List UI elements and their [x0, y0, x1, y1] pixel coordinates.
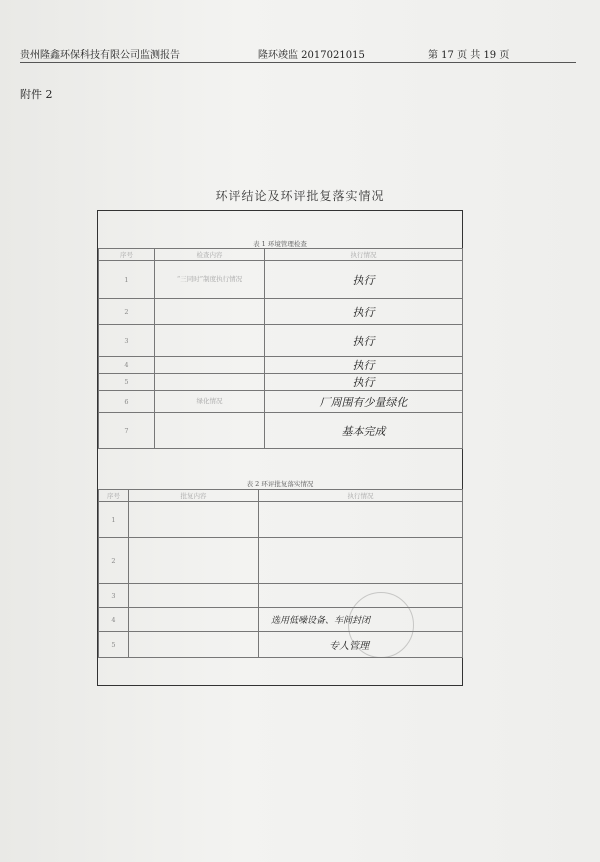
row-number: 4	[99, 357, 155, 374]
header-page-number: 第 17 页 共 19 页	[428, 50, 510, 61]
row-result	[259, 502, 463, 538]
row-item: 绿化情况	[155, 391, 265, 413]
row-number: 3	[99, 325, 155, 357]
row-result: 执行	[265, 299, 463, 325]
table2-header-number: 序号	[99, 490, 129, 502]
table1	[98, 248, 463, 449]
row-item	[155, 325, 265, 357]
table1-header-item: 检查内容	[155, 249, 265, 261]
row-result: 基本完成	[265, 413, 463, 449]
form-title: 环评结论及环评批复落实情况	[215, 189, 385, 203]
row-number: 3	[99, 584, 129, 608]
row-result: 执行	[265, 325, 463, 357]
table2-header-result: 执行情况	[259, 490, 463, 502]
result-line: 专人管理	[329, 641, 369, 652]
table-row	[99, 299, 463, 325]
row-item	[129, 502, 259, 538]
row-number: 6	[99, 391, 155, 413]
table1-caption: 表 1 环境管理检查	[253, 240, 307, 248]
row-number: 1	[99, 261, 155, 299]
table-row	[99, 325, 463, 357]
row-item	[155, 374, 265, 391]
table-row	[99, 413, 463, 449]
table2-header-item: 批复内容	[129, 490, 259, 502]
row-result: 厂周围有少量绿化	[265, 391, 463, 413]
row-item	[155, 357, 265, 374]
faded-seal	[348, 592, 414, 658]
row-number: 2	[99, 299, 155, 325]
row-item	[129, 608, 259, 632]
table-row	[99, 502, 463, 538]
table-row	[99, 374, 463, 391]
row-number: 5	[99, 632, 129, 658]
header-divider	[20, 62, 576, 63]
row-item	[129, 632, 259, 658]
row-item	[155, 413, 265, 449]
row-item	[155, 299, 265, 325]
row-result	[259, 538, 463, 584]
row-number: 2	[99, 538, 129, 584]
row-number: 7	[99, 413, 155, 449]
table-row	[99, 357, 463, 374]
row-result: 执行	[265, 374, 463, 391]
row-result: 执行	[265, 357, 463, 374]
table-row	[99, 261, 463, 299]
table-row	[99, 538, 463, 584]
header-report-number: 隆环竣监 2017021015	[258, 50, 365, 61]
row-item	[129, 584, 259, 608]
row-item: “三同时”制度执行情况	[155, 261, 265, 299]
row-number: 5	[99, 374, 155, 391]
header-company: 贵州隆鑫环保科技有限公司监测报告	[20, 50, 180, 61]
table1-header-number: 序号	[99, 249, 155, 261]
table-row	[99, 584, 463, 608]
row-number: 1	[99, 502, 129, 538]
row-result: 执行	[265, 261, 463, 299]
attachment-label: 附件 2	[20, 88, 53, 101]
result-line: 选用低噪设备、车间封闭	[271, 616, 371, 626]
table1-header-result: 执行情况	[265, 249, 463, 261]
table-row	[99, 391, 463, 413]
table2-caption: 表 2 环评批复落实情况	[246, 480, 314, 488]
row-item	[129, 538, 259, 584]
row-number: 4	[99, 608, 129, 632]
